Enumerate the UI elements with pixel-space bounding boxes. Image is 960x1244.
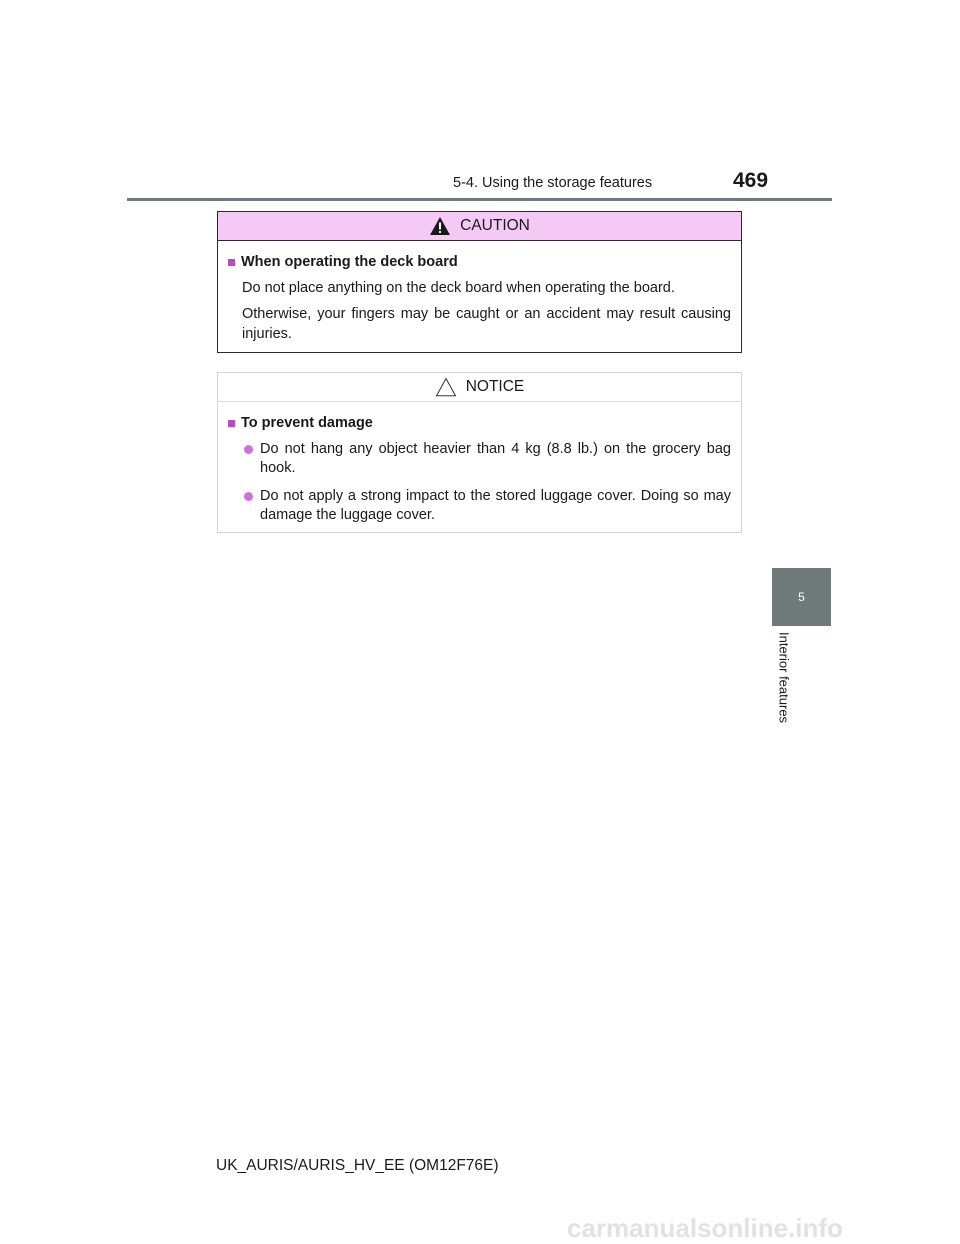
caution-box (217, 211, 742, 353)
list-item-text: Do not apply a strong impact to the stored luggage cover. Doing so may damage the luggage cover. (260, 487, 731, 523)
caution-title: CAUTION (460, 217, 530, 234)
caution-body (218, 241, 741, 344)
caution-header (218, 212, 741, 241)
dot-bullet-icon (244, 445, 253, 454)
caution-topic (228, 253, 731, 273)
dot-bullet-icon (244, 492, 253, 501)
square-bullet-icon (228, 259, 235, 266)
notice-body (218, 402, 741, 526)
caution-paragraph: Do not place anything on the deck board when operating the board. (242, 279, 675, 296)
chapter-label: Interior features (776, 632, 792, 724)
watermark: carmanualsonline.info (567, 1213, 843, 1243)
notice-title: NOTICE (465, 378, 525, 395)
chapter-tab (772, 568, 831, 626)
section-title: 5-4. Using the storage features (453, 175, 653, 191)
header-rule (127, 198, 832, 201)
notice-box (217, 372, 742, 533)
list-item (242, 440, 731, 479)
notice-header (218, 373, 741, 402)
list-item (242, 487, 731, 526)
page-number: 469 (733, 169, 769, 192)
list-item-text: Do not hang any object heavier than 4 kg (8.8 lb.) on the grocery bag hook. (260, 440, 731, 476)
notice-topic-text: To prevent damage (241, 415, 373, 431)
warning-outline-icon (435, 377, 457, 397)
chapter-number: 5 (798, 590, 805, 604)
caution-topic-text: When operating the deck board (241, 254, 458, 270)
square-bullet-icon (228, 420, 235, 427)
notice-topic (228, 414, 731, 434)
caution-paragraph: Otherwise, your fingers may be caught or an accident may result causing injuries. (242, 306, 731, 342)
footer-code: UK_AURIS/AURIS_HV_EE (OM12F76E) (216, 1157, 499, 1174)
warning-filled-icon (429, 216, 451, 236)
